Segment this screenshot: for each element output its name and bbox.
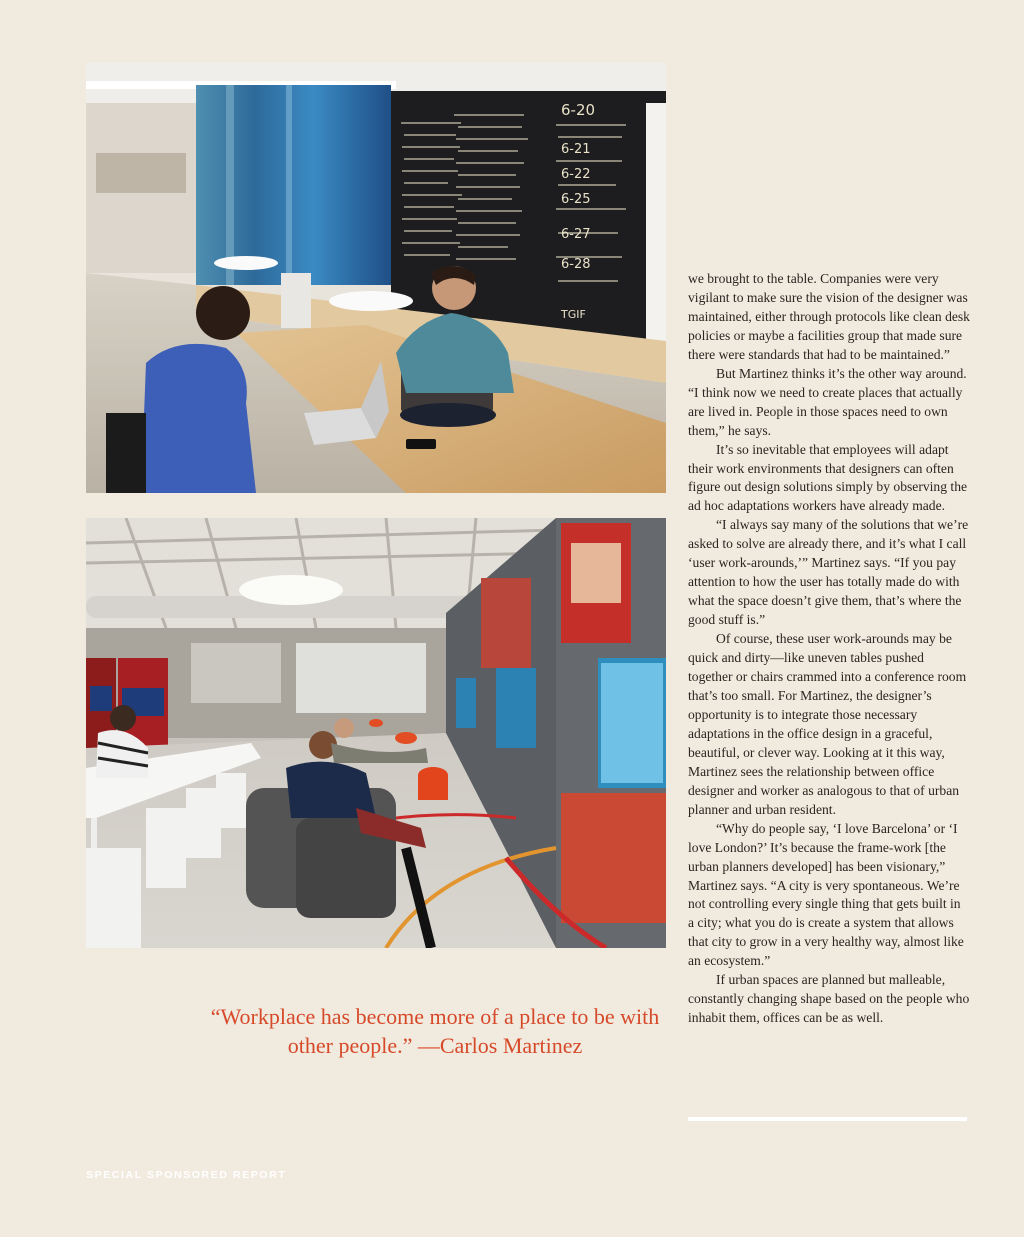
chalkboard-date: 6-22 xyxy=(561,167,591,182)
chalkboard-date: 6-25 xyxy=(561,192,591,207)
article-paragraph: But Martinez thinks it’s the other way around. “I think now we need to create places that actually are lived in. People in those spaces need to own them,” he says. xyxy=(688,365,967,438)
pull-quote: “Workplace has become more of a place to be with other people.” —Carlos Martinez xyxy=(210,1004,660,1058)
footer-section-label: SPECIAL SPONSORED REPORT xyxy=(86,1169,287,1181)
chalkboard-date: 6-28 xyxy=(561,257,591,272)
office-lounge-photo xyxy=(86,518,666,948)
article-body xyxy=(688,270,970,1028)
chalkboard-date: 6-27 xyxy=(561,227,591,242)
chalkboard-date: TGIF xyxy=(561,308,586,321)
chalkboard-date: 6-20 xyxy=(561,101,596,119)
article-paragraph: If urban spaces are planned but malleable, constantly changing shape based on the people who inhabit them, offices can be as well. xyxy=(688,972,970,1026)
article-paragraph: we brought to the table. Companies were very vigilant to make sure the vision of the designer was maintained, either through protocols like clean desk policies or maybe a facilities group that made sure there were standards that had to be maintained.” xyxy=(688,271,970,362)
chalkboard-date: 6-21 xyxy=(561,142,591,157)
end-of-article-rule xyxy=(688,1117,967,1121)
article-paragraph: “Why do people say, ‘I love Barcelona’ or ‘I love London?’ It’s because the frame-work [the urban planners developed] has been visionary,” Martinez says. “A city is very spontaneous. We’re not controlling every single thing that gets built in a city; what you do is create a system that allows that city to grow in a very healthy way, almost like an ecosystem.” xyxy=(688,820,964,969)
office-meeting-photo xyxy=(86,63,666,493)
article-paragraph: “I always say many of the solutions that we’re asked to solve are already there, and it’s what I call ‘user work-arounds,’” Martinez says. “If you pay attention to how the user has totally made do with what the space doesn’t give them, that’s where the good stuff is.” xyxy=(688,517,969,628)
article-paragraph: Of course, these user work-arounds may be quick and dirty—like uneven tables pushed together or chairs crammed into a conference room that’s too small. For Martinez, the designer’s opportunity is to integrate those necessary adaptations in the office design in a graceful, beautiful, or clever way. Looking at it this way, Martinez sees the relationship between office designer and worker as analogous to that of urban planner and urban resident. xyxy=(688,631,967,817)
article-paragraph: It’s so inevitable that employees will adapt their work environments that designers can often figure out design solutions simply by observing the ad hoc adaptations workers have already made. xyxy=(688,441,968,514)
